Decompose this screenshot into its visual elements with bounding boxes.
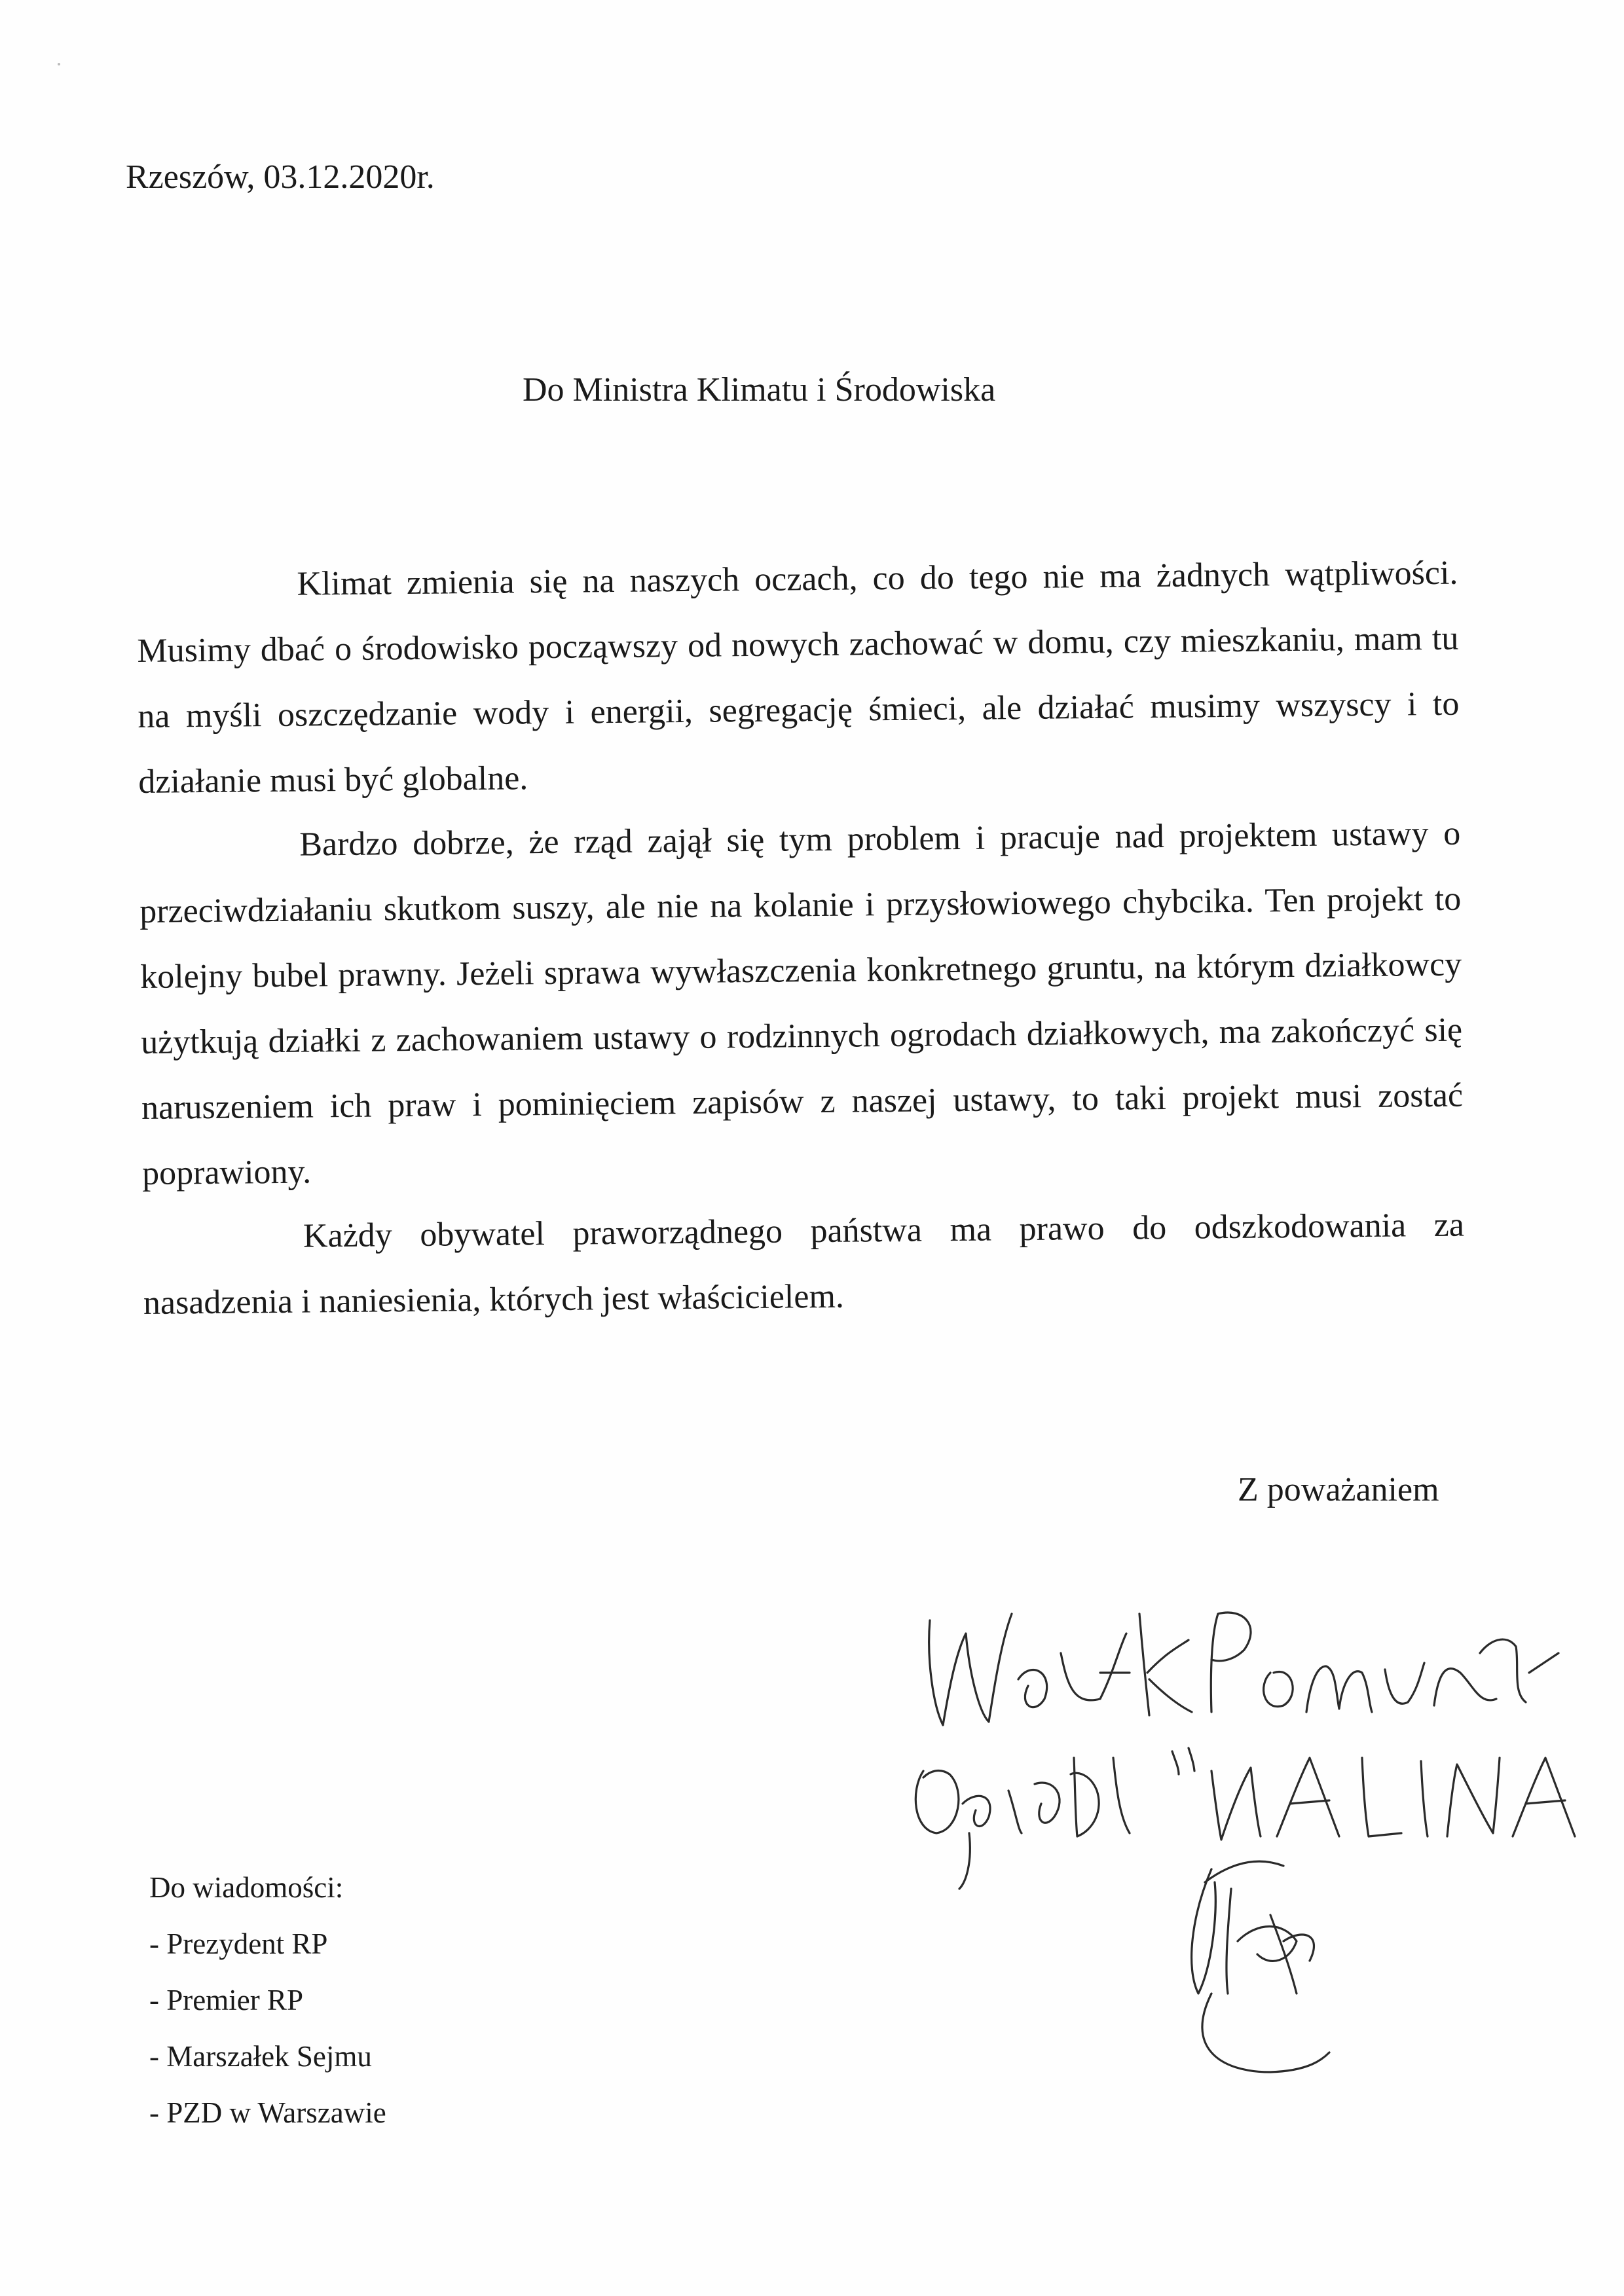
cc-recipient: - Prezydent RP bbox=[149, 1927, 328, 1960]
addressee: Do Ministra Klimatu i Środowiska bbox=[523, 371, 996, 409]
scan-speck bbox=[58, 63, 60, 65]
cc-recipient: - PZD w Warszawie bbox=[149, 2096, 386, 2129]
signature-drawing bbox=[904, 1575, 1585, 2111]
paragraph: Każdy obywatel praworządnego państwa ma prawo do odszkodowania za nasadzenia i naniesienia, których jest właścicielem. bbox=[143, 1206, 1465, 1322]
handwritten-signature bbox=[904, 1575, 1585, 2111]
cc-heading: Do wiadomości: bbox=[149, 1871, 344, 1904]
closing: Z poważaniem bbox=[1238, 1471, 1439, 1508]
paragraph: Klimat zmienia się na naszych oczach, co do tego nie ma żadnych wątpliwości. Musimy dbać o środowisko począwszy od nowych zachować w domu, czy mieszkaniu, mam tu na myśli oszczędzanie wody i energii, segregację śmieci, ale działać musimy wszyscy i to działanie musi być globalne. bbox=[137, 554, 1460, 801]
paragraph: Bardzo dobrze, że rząd zajął się tym problem i pracuje nad projektem ustawy o przeciwdziałaniu skutkom suszy, ale nie na kolanie i przysłowiowego chybcika. Ten projekt to kolejny bubel prawny. Jeżeli sprawa wywłaszczenia konkretnego gruntu, na którym działkowcy użytkują działki z zachowaniem ustawy o rodzinnych ogrodach działkowych, ma zakończyć się naruszeniem ich praw i pominięciem zapisów z naszej ustawy, to taki projekt musi zostać poprawiony. bbox=[139, 814, 1464, 1192]
cc-recipient: - Premier RP bbox=[149, 1984, 303, 2016]
cc-recipient: - Marszałek Sejmu bbox=[149, 2040, 372, 2073]
place-date: Rzeszów, 03.12.2020r. bbox=[126, 158, 435, 196]
letter-body bbox=[136, 541, 1465, 1336]
cc-list bbox=[149, 1859, 386, 2141]
